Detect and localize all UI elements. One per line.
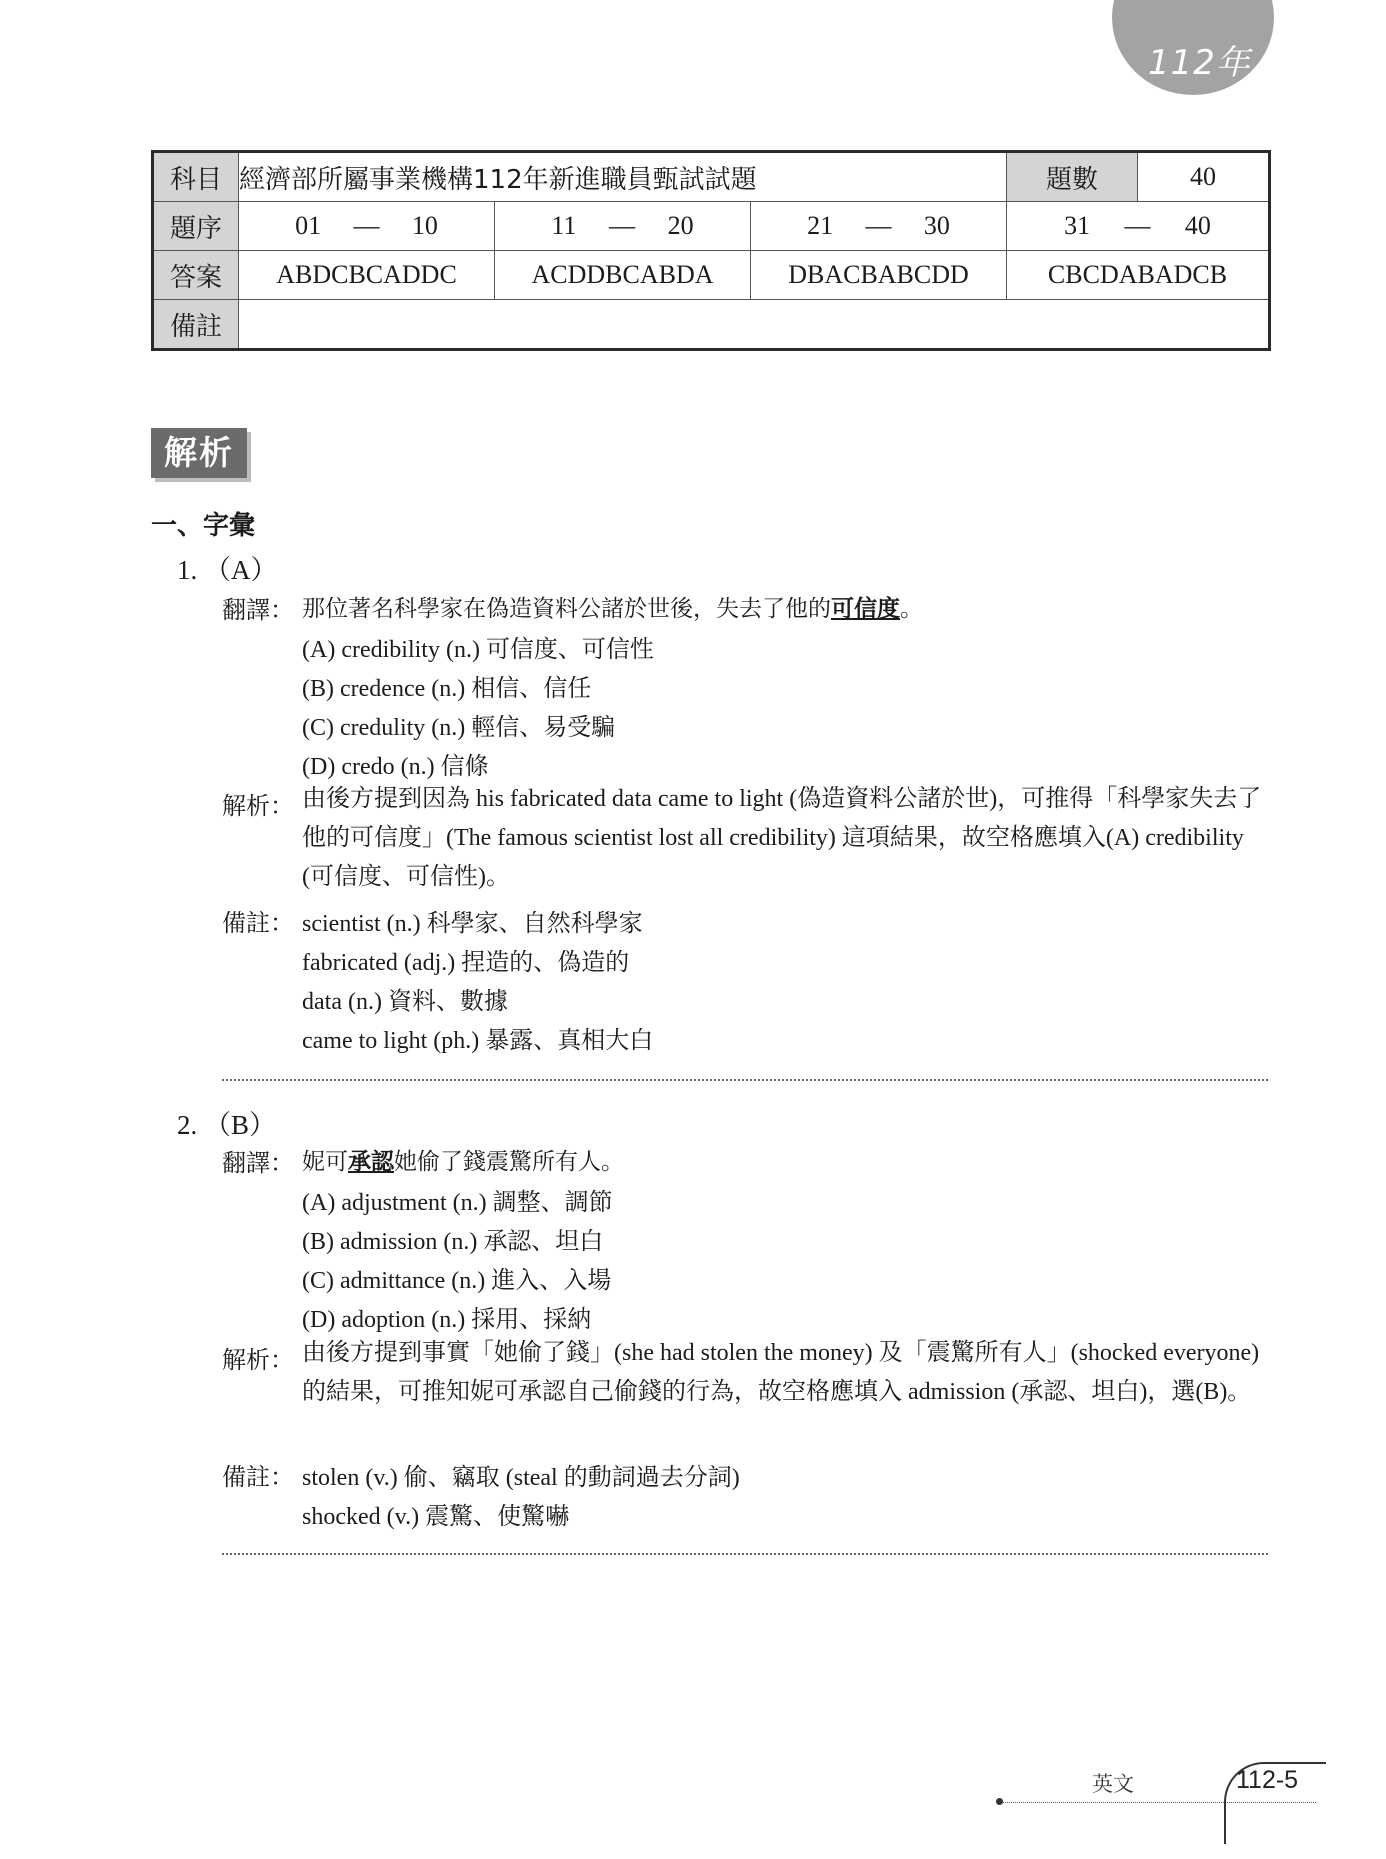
question-number: 1. （A）	[177, 555, 278, 585]
range-cell	[751, 202, 1007, 251]
option-d: (D) adoption (n.) 採用、採納	[302, 1307, 592, 1333]
note-row	[153, 300, 1270, 350]
analysis-text: 由後方提到事實「她偷了錢」(she had stolen the money) 及「震驚所有人」(shocked everyone) 的結果，可推知妮可承認自己偷錢的行為，故空格應填入 admission (承認、坦白)，選(B)。	[302, 1340, 1260, 1405]
year-tab	[1112, 0, 1274, 95]
option-a: (A) credibility (n.) 可信度、可信性	[302, 637, 654, 663]
notes-label: 備註：	[222, 909, 294, 937]
question-answer: （A）	[204, 555, 278, 585]
note-item: fabricated (adj.) 捏造的、偽造的	[302, 950, 630, 976]
subject-value: 經濟部所屬事業機構112年新進職員甄試試題	[239, 152, 1007, 202]
question-number: 2. （B）	[177, 1110, 277, 1140]
option-c: (C) admittance (n.) 進入、入場	[302, 1268, 612, 1294]
range-start: 31	[1064, 211, 1091, 240]
note-item: stolen (v.) 偷、竊取 (steal 的動詞過去分詞)	[302, 1465, 740, 1491]
answer-cell: ACDDBCABDA	[495, 251, 751, 300]
note-value	[239, 300, 1270, 350]
footer-dot	[996, 1798, 1003, 1805]
option-a: (A) adjustment (n.) 調整、調節	[302, 1190, 613, 1216]
section-heading: 一、字彙	[151, 511, 256, 541]
range-dash: —	[353, 211, 380, 240]
range-dash: —	[609, 211, 635, 240]
analysis-label: 解析：	[222, 792, 294, 820]
range-start: 21	[807, 211, 834, 240]
answer-cell: ABDCBCADDC	[239, 251, 495, 300]
range-cell	[1007, 202, 1270, 251]
count-label: 題數	[1007, 152, 1138, 202]
option-b: (B) credence (n.) 相信、信任	[302, 676, 592, 702]
answer-table	[151, 150, 1271, 351]
analysis-text: 由後方提到因為 his fabricated data came to light (偽造資料公諸於世)，可推得「科學家失去了他的可信度」(The famous scientist lost all credibility) 這項結果，故空格應填入(A) credibility (可信度、可信性)。	[302, 786, 1262, 890]
range-cell	[495, 202, 751, 251]
translation-label: 翻譯：	[222, 1149, 294, 1177]
note-item: data (n.) 資料、數據	[302, 989, 508, 1015]
range-end: 30	[923, 211, 950, 240]
range-start: 11	[551, 211, 577, 240]
range-dash: —	[865, 211, 892, 240]
translation-text: 那位著名科學家在偽造資料公諸於世後，失去了他的可信度。	[302, 596, 923, 622]
section-tag: 解析	[151, 428, 247, 478]
note-item: scientist (n.) 科學家、自然科學家	[302, 911, 643, 937]
range-cell	[239, 202, 495, 251]
answer-cell: CBCDABADCB	[1007, 251, 1270, 300]
notes-label: 備註：	[222, 1463, 294, 1491]
option-c: (C) credulity (n.) 輕信、易受騙	[302, 715, 616, 741]
page-number: 112-5	[1236, 1766, 1299, 1794]
note-item: shocked (v.) 震驚、使驚嚇	[302, 1504, 570, 1530]
range-start: 01	[295, 211, 322, 240]
order-label: 題序	[153, 202, 239, 251]
translation-key: 可信度	[831, 596, 900, 622]
analysis-label: 解析：	[222, 1346, 294, 1374]
divider	[222, 1079, 1268, 1081]
answer-cell: DBACBABCDD	[751, 251, 1007, 300]
note-item: came to light (ph.) 暴露、真相大白	[302, 1028, 654, 1054]
subject-label: 科目	[153, 152, 239, 202]
option-b: (B) admission (n.) 承認、坦白	[302, 1229, 604, 1255]
range-end: 40	[1184, 211, 1211, 240]
answer-label: 答案	[153, 251, 239, 300]
subject-row	[153, 152, 1270, 202]
translation-label: 翻譯：	[222, 596, 294, 624]
option-d: (D) credo (n.) 信條	[302, 754, 489, 780]
translation-key: 承認	[348, 1149, 394, 1175]
range-end: 20	[667, 211, 694, 240]
range-dash: —	[1124, 211, 1151, 240]
range-end: 10	[411, 211, 438, 240]
count-value: 40	[1138, 152, 1270, 202]
answer-row	[153, 251, 1270, 300]
divider	[222, 1553, 1268, 1555]
year-tab-label: 112年	[1148, 43, 1251, 83]
footer-subject: 英文	[1092, 1772, 1134, 1796]
translation-text: 妮可承認她偷了錢震驚所有人。	[302, 1149, 624, 1175]
note-label: 備註	[153, 300, 239, 350]
question-answer: （B）	[204, 1110, 277, 1140]
order-row	[153, 202, 1270, 251]
